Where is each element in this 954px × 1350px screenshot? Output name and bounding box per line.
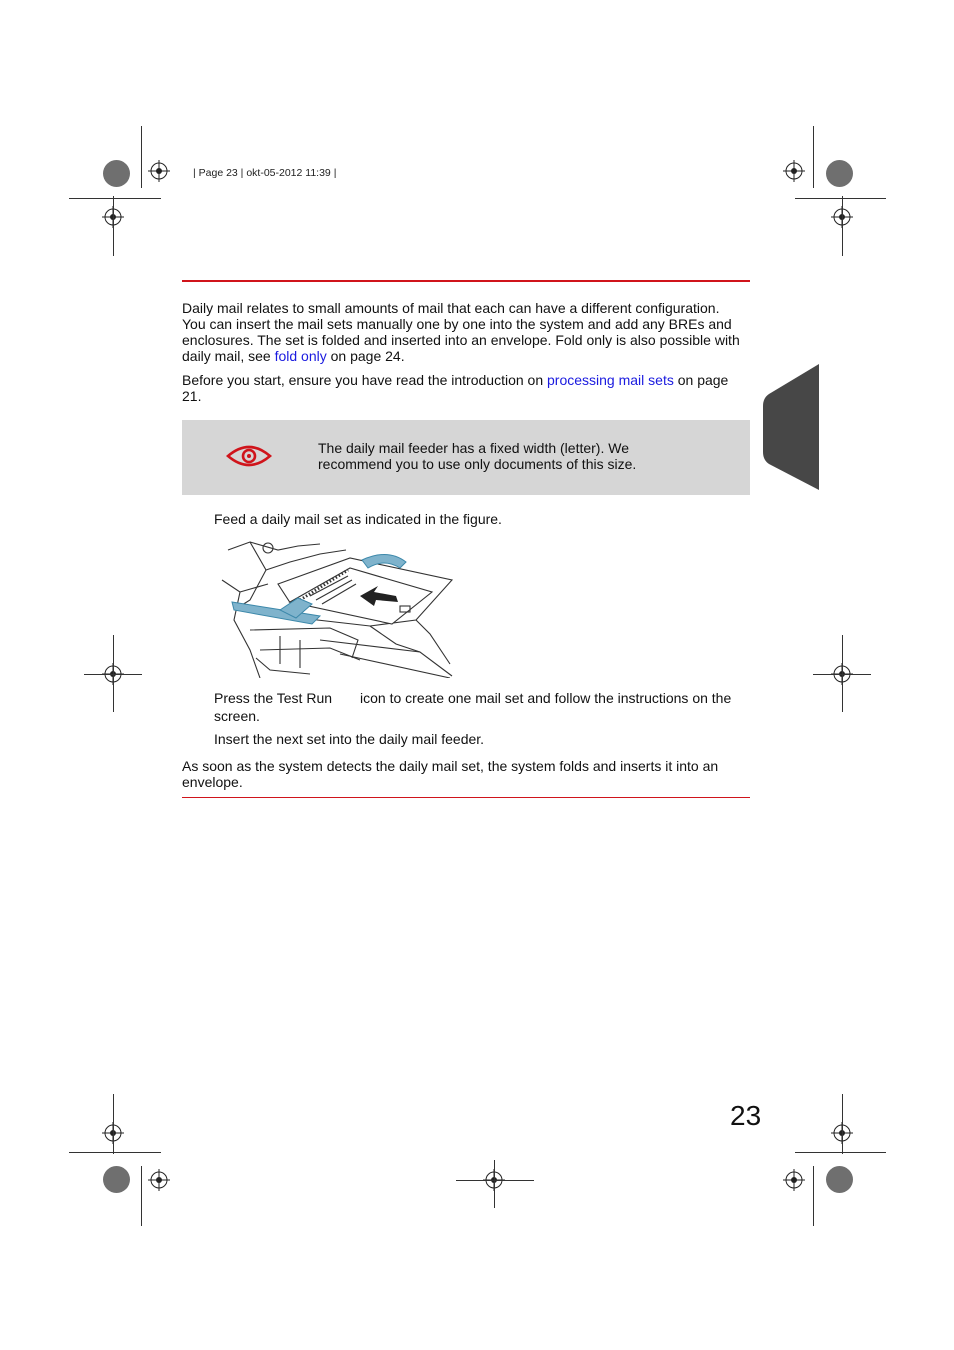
step-line	[214, 689, 754, 707]
daily-mail-feeder-illustration	[220, 540, 456, 683]
note-line: recommend you to use only documents of this size.	[318, 456, 637, 472]
step-text: icon to create one mail set and follow the instructions on the	[360, 690, 732, 706]
registration-dot	[103, 160, 130, 187]
section-rule-top	[182, 280, 750, 282]
page-number: 23	[730, 1100, 762, 1131]
step-feed-mail-set: Feed a daily mail set as indicated in the figure.	[214, 511, 502, 527]
crop-line	[113, 196, 114, 256]
crop-line	[456, 1180, 534, 1181]
crop-line	[69, 1152, 161, 1153]
step-insert-next-set: Insert the next set into the daily mail feeder.	[214, 731, 485, 747]
crosshair-mark-icon	[148, 160, 170, 182]
crosshair-mark-icon	[148, 1169, 170, 1191]
note-line: The daily mail feeder has a fixed width (letter). We	[318, 440, 629, 456]
crop-line	[813, 674, 871, 675]
processing-mail-sets-link[interactable]: processing mail sets	[547, 372, 674, 388]
intro-paragraph	[182, 300, 752, 364]
intro-text: daily mail, see	[182, 348, 275, 364]
crop-line	[494, 1160, 495, 1208]
result-line: As soon as the system detects the daily mail set, the system folds and inserts it into an	[182, 758, 719, 774]
prerequisite-line: 21.	[182, 388, 202, 404]
crop-line	[795, 1152, 886, 1153]
crop-line	[84, 674, 142, 675]
step-test-run	[214, 689, 754, 725]
prerequisite-paragraph	[182, 372, 752, 404]
header-slug: | Page 23 | okt-05-2012 11:39 |	[193, 167, 337, 179]
crop-line	[842, 1094, 843, 1154]
result-paragraph	[182, 758, 752, 790]
crop-line	[813, 126, 814, 188]
registration-dot	[826, 160, 853, 187]
crosshair-mark-icon	[783, 160, 805, 182]
prerequisite-text: on page	[673, 372, 729, 388]
prerequisite-line	[182, 372, 752, 388]
eye-icon	[226, 444, 272, 473]
intro-line	[182, 348, 752, 364]
note-text	[318, 440, 738, 472]
registration-dot	[826, 1166, 853, 1193]
intro-line: enclosures. The set is folded and inserted into an envelope. Fold only is also possible with	[182, 332, 740, 348]
fold-only-link[interactable]: fold only	[274, 348, 327, 364]
crop-line	[795, 198, 886, 199]
result-line: envelope.	[182, 774, 243, 790]
prerequisite-text: Before you start, ensure you have read the introduction on	[182, 372, 548, 388]
registration-dot	[103, 1166, 130, 1193]
crop-line	[113, 1094, 114, 1154]
crosshair-mark-icon	[783, 1169, 805, 1191]
intro-line: Daily mail relates to small amounts of mail that each can have a different configuration.	[182, 300, 720, 316]
crop-line	[813, 1166, 814, 1226]
section-rule-bottom	[182, 797, 750, 798]
crop-line	[141, 1166, 142, 1226]
step-text: Press the Test Run	[214, 690, 333, 706]
crop-line	[842, 196, 843, 256]
step-line: screen.	[214, 708, 260, 724]
chapter-tab	[763, 364, 821, 497]
intro-line: You can insert the mail sets manually one by one into the system and add any BREs and	[182, 316, 732, 332]
crop-line	[69, 198, 161, 199]
intro-text: on page 24.	[326, 348, 405, 364]
crop-line	[141, 126, 142, 188]
